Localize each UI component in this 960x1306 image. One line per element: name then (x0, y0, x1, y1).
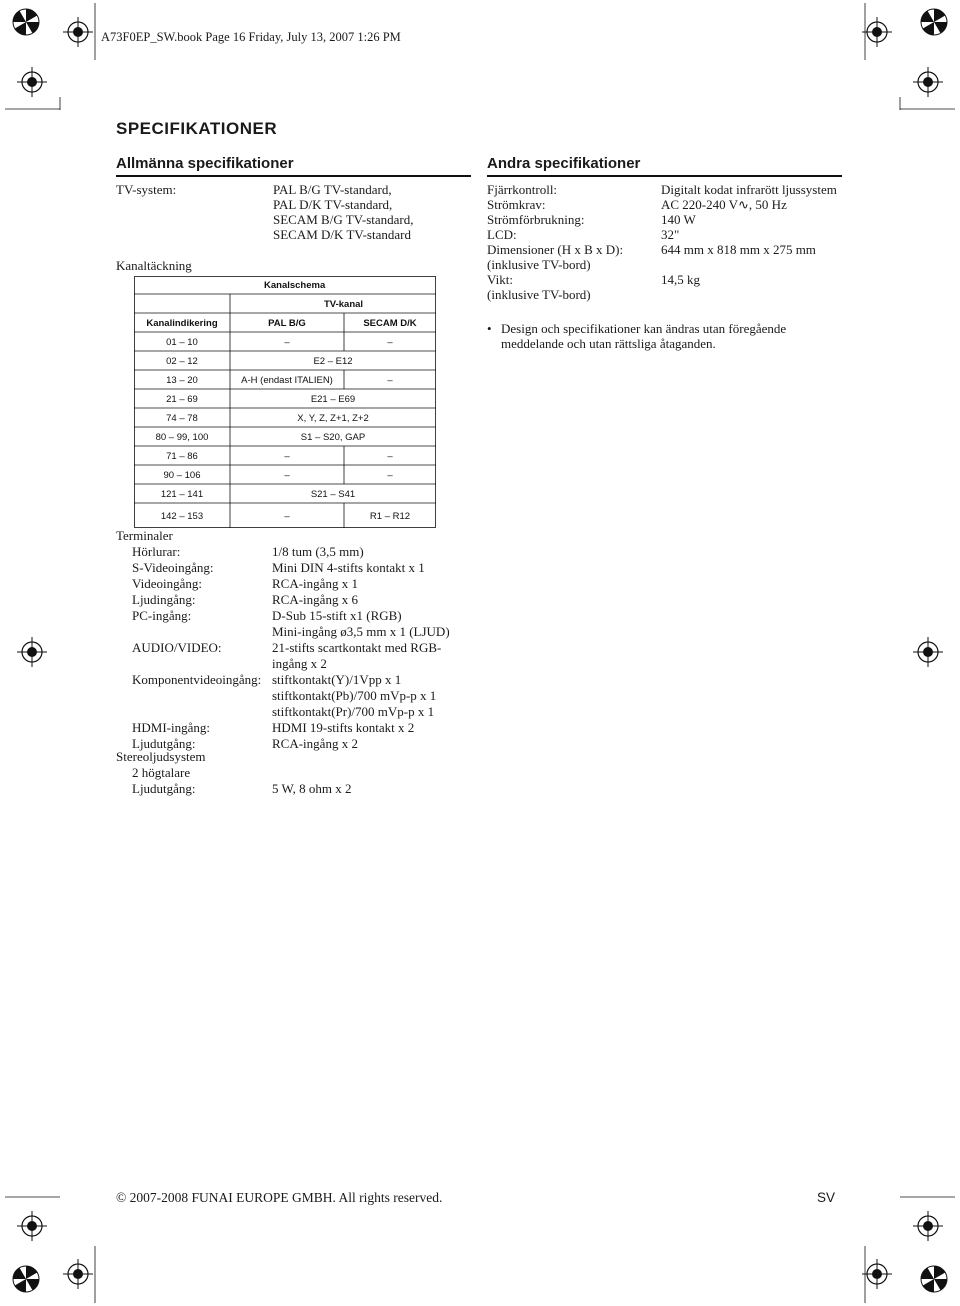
terminal-label: Hörlurar: (132, 544, 181, 559)
spec-row (487, 227, 847, 242)
terminal-value: ingång x 2 (272, 656, 327, 671)
col-header-indication: Kanalindikering (146, 318, 218, 329)
table-cell: S21 – S41 (310, 489, 356, 500)
table-cell: 90 – 106 (163, 470, 201, 481)
other-heading-rule (487, 175, 842, 177)
table-cell: 02 – 12 (166, 356, 198, 367)
terminal-value: stiftkontakt(Pb)/700 mVp-p x 1 (272, 688, 437, 703)
table-cell: – (284, 451, 290, 462)
terminal-label: Ljudutgång: (132, 736, 196, 751)
terminal-value: stiftkontakt(Y)/1Vpp x 1 (272, 672, 402, 687)
terminal-value: RCA-ingång x 6 (272, 592, 358, 607)
terminal-label: AUDIO/VIDEO: (132, 640, 222, 655)
spec-value: Digitalt kodat infrarött ljussystem (661, 182, 837, 197)
terminal-value: RCA-ingång x 1 (272, 576, 358, 591)
language-code: SV (817, 1190, 836, 1205)
spec-value: 140 W (661, 212, 696, 227)
tv-system-label: TV-system: (116, 182, 177, 197)
spec-row (487, 287, 847, 302)
spec-row (487, 242, 847, 257)
spec-label: Dimensioner (H x B x D): (487, 242, 624, 257)
other-specs-list (487, 182, 847, 302)
audio-out-value: 5 W, 8 ohm x 2 (272, 781, 352, 796)
terminal-label: S-Videoingång: (132, 560, 214, 575)
spec-row (487, 197, 847, 212)
spec-label: (inklusive TV-bord) (487, 257, 591, 272)
book-header: A73F0EP_SW.book Page 16 Friday, July 13, 2007 1:26 PM (101, 30, 401, 44)
channel-coverage-label: Kanaltäckning (116, 258, 192, 273)
spec-label: Fjärrkontroll: (487, 182, 558, 197)
spec-label: Strömkrav: (487, 197, 546, 212)
note-line: Design och specifikationer kan ändras utan föregående (501, 321, 787, 336)
terminal-value: Mini-ingång ø3,5 mm x 1 (LJUD) (272, 624, 450, 639)
audio-out-label: Ljudutgång: (132, 781, 196, 796)
table-cell: 80 – 99, 100 (155, 432, 209, 443)
table-cell: 74 – 78 (166, 413, 198, 424)
col-header-pal: PAL B/G (268, 318, 306, 329)
terminal-label: Komponentvideoingång: (132, 672, 262, 687)
table-cell: – (387, 470, 393, 481)
general-heading: Allmänna specifikationer (116, 155, 294, 172)
terminal-value: 1/8 tum (3,5 mm) (272, 544, 364, 559)
terminal-label: Videoingång: (132, 576, 202, 591)
spec-value: 644 mm x 818 mm x 275 mm (661, 242, 816, 257)
terminal-value: RCA-ingång x 2 (272, 736, 358, 751)
terminal-row (132, 672, 472, 720)
tv-system-value: PAL B/G TV-standard, (273, 182, 392, 197)
terminal-value: HDMI 19-stifts kontakt x 2 (272, 720, 415, 735)
table-cell: 21 – 69 (166, 394, 198, 405)
table-cell: – (284, 337, 290, 348)
terminal-value: D-Sub 15-stift x1 (RGB) (272, 608, 402, 623)
table-cell: S1 – S20, GAP (300, 432, 366, 443)
page-title: SPECIFIKATIONER (116, 119, 278, 138)
spec-row (487, 182, 847, 197)
channel-table (134, 276, 436, 528)
terminal-label: Ljudingång: (132, 592, 196, 607)
spec-row (487, 212, 847, 227)
spec-value: 32" (661, 227, 680, 242)
table-cell: R1 – R12 (369, 511, 411, 522)
table-cell: X, Y, Z, Z+1, Z+2 (297, 413, 369, 424)
tv-system-values (273, 182, 413, 242)
terminals-heading: Terminaler (116, 528, 173, 543)
spec-row (487, 272, 847, 287)
note-text (501, 321, 841, 351)
terminal-value: Mini DIN 4-stifts kontakt x 1 (272, 560, 425, 575)
spec-label: Strömförbrukning: (487, 212, 585, 227)
terminal-label: PC-ingång: (132, 608, 192, 623)
tv-system-value: PAL D/K TV-standard, (273, 197, 393, 212)
terminal-row (132, 592, 472, 608)
table-cell: A-H (endast ITALIEN) (241, 375, 333, 386)
table-cell: – (284, 470, 290, 481)
terminal-row (132, 720, 472, 736)
spec-value: 14,5 kg (661, 272, 700, 287)
table-cell: – (387, 451, 393, 462)
spec-value: AC 220-240 V∿, 50 Hz (661, 197, 787, 212)
table-cell: – (284, 511, 290, 522)
terminal-row (132, 544, 472, 560)
col-header-secam: SECAM D/K (363, 318, 417, 329)
spec-label: (inklusive TV-bord) (487, 287, 591, 302)
tv-system-value: SECAM B/G TV-standard, (273, 212, 414, 227)
speakers-text: 2 högtalare (132, 765, 191, 780)
table-cell: – (387, 337, 393, 348)
terminals-list (132, 544, 472, 752)
stereo-heading: Stereoljudsystem (116, 749, 206, 764)
spec-label: Vikt: (487, 272, 513, 287)
terminal-row (132, 576, 472, 592)
copyright: © 2007-2008 FUNAI EUROPE GMBH. All rights reserved. (116, 1190, 443, 1205)
general-heading-rule (116, 175, 471, 177)
other-heading: Andra specifikationer (487, 155, 641, 172)
table-cell: – (387, 375, 393, 386)
table-cell: E2 – E12 (313, 356, 353, 367)
table-cell: 01 – 10 (166, 337, 198, 348)
table-title: Kanalschema (264, 280, 326, 291)
terminal-row (132, 608, 472, 640)
tv-system-value: SECAM D/K TV-standard (273, 227, 411, 242)
table-cell: 13 – 20 (166, 375, 198, 386)
spec-label: LCD: (487, 227, 517, 242)
table-cell: 142 – 153 (160, 511, 204, 522)
note-bullet: • (487, 321, 492, 336)
spec-row (487, 257, 847, 272)
note-line: meddelande och utan rättsliga åtaganden. (501, 336, 716, 351)
table-cell: 71 – 86 (166, 451, 198, 462)
table-cell: E21 – E69 (310, 394, 356, 405)
terminal-value: 21-stifts scartkontakt med RGB- (272, 640, 442, 655)
table-cell: 121 – 141 (160, 489, 204, 500)
terminal-label: HDMI-ingång: (132, 720, 210, 735)
terminal-row (132, 560, 472, 576)
terminal-row (132, 640, 472, 672)
table-tv-channel-header: TV-kanal (324, 299, 364, 310)
terminal-value: stiftkontakt(Pr)/700 mVp-p x 1 (272, 704, 435, 719)
